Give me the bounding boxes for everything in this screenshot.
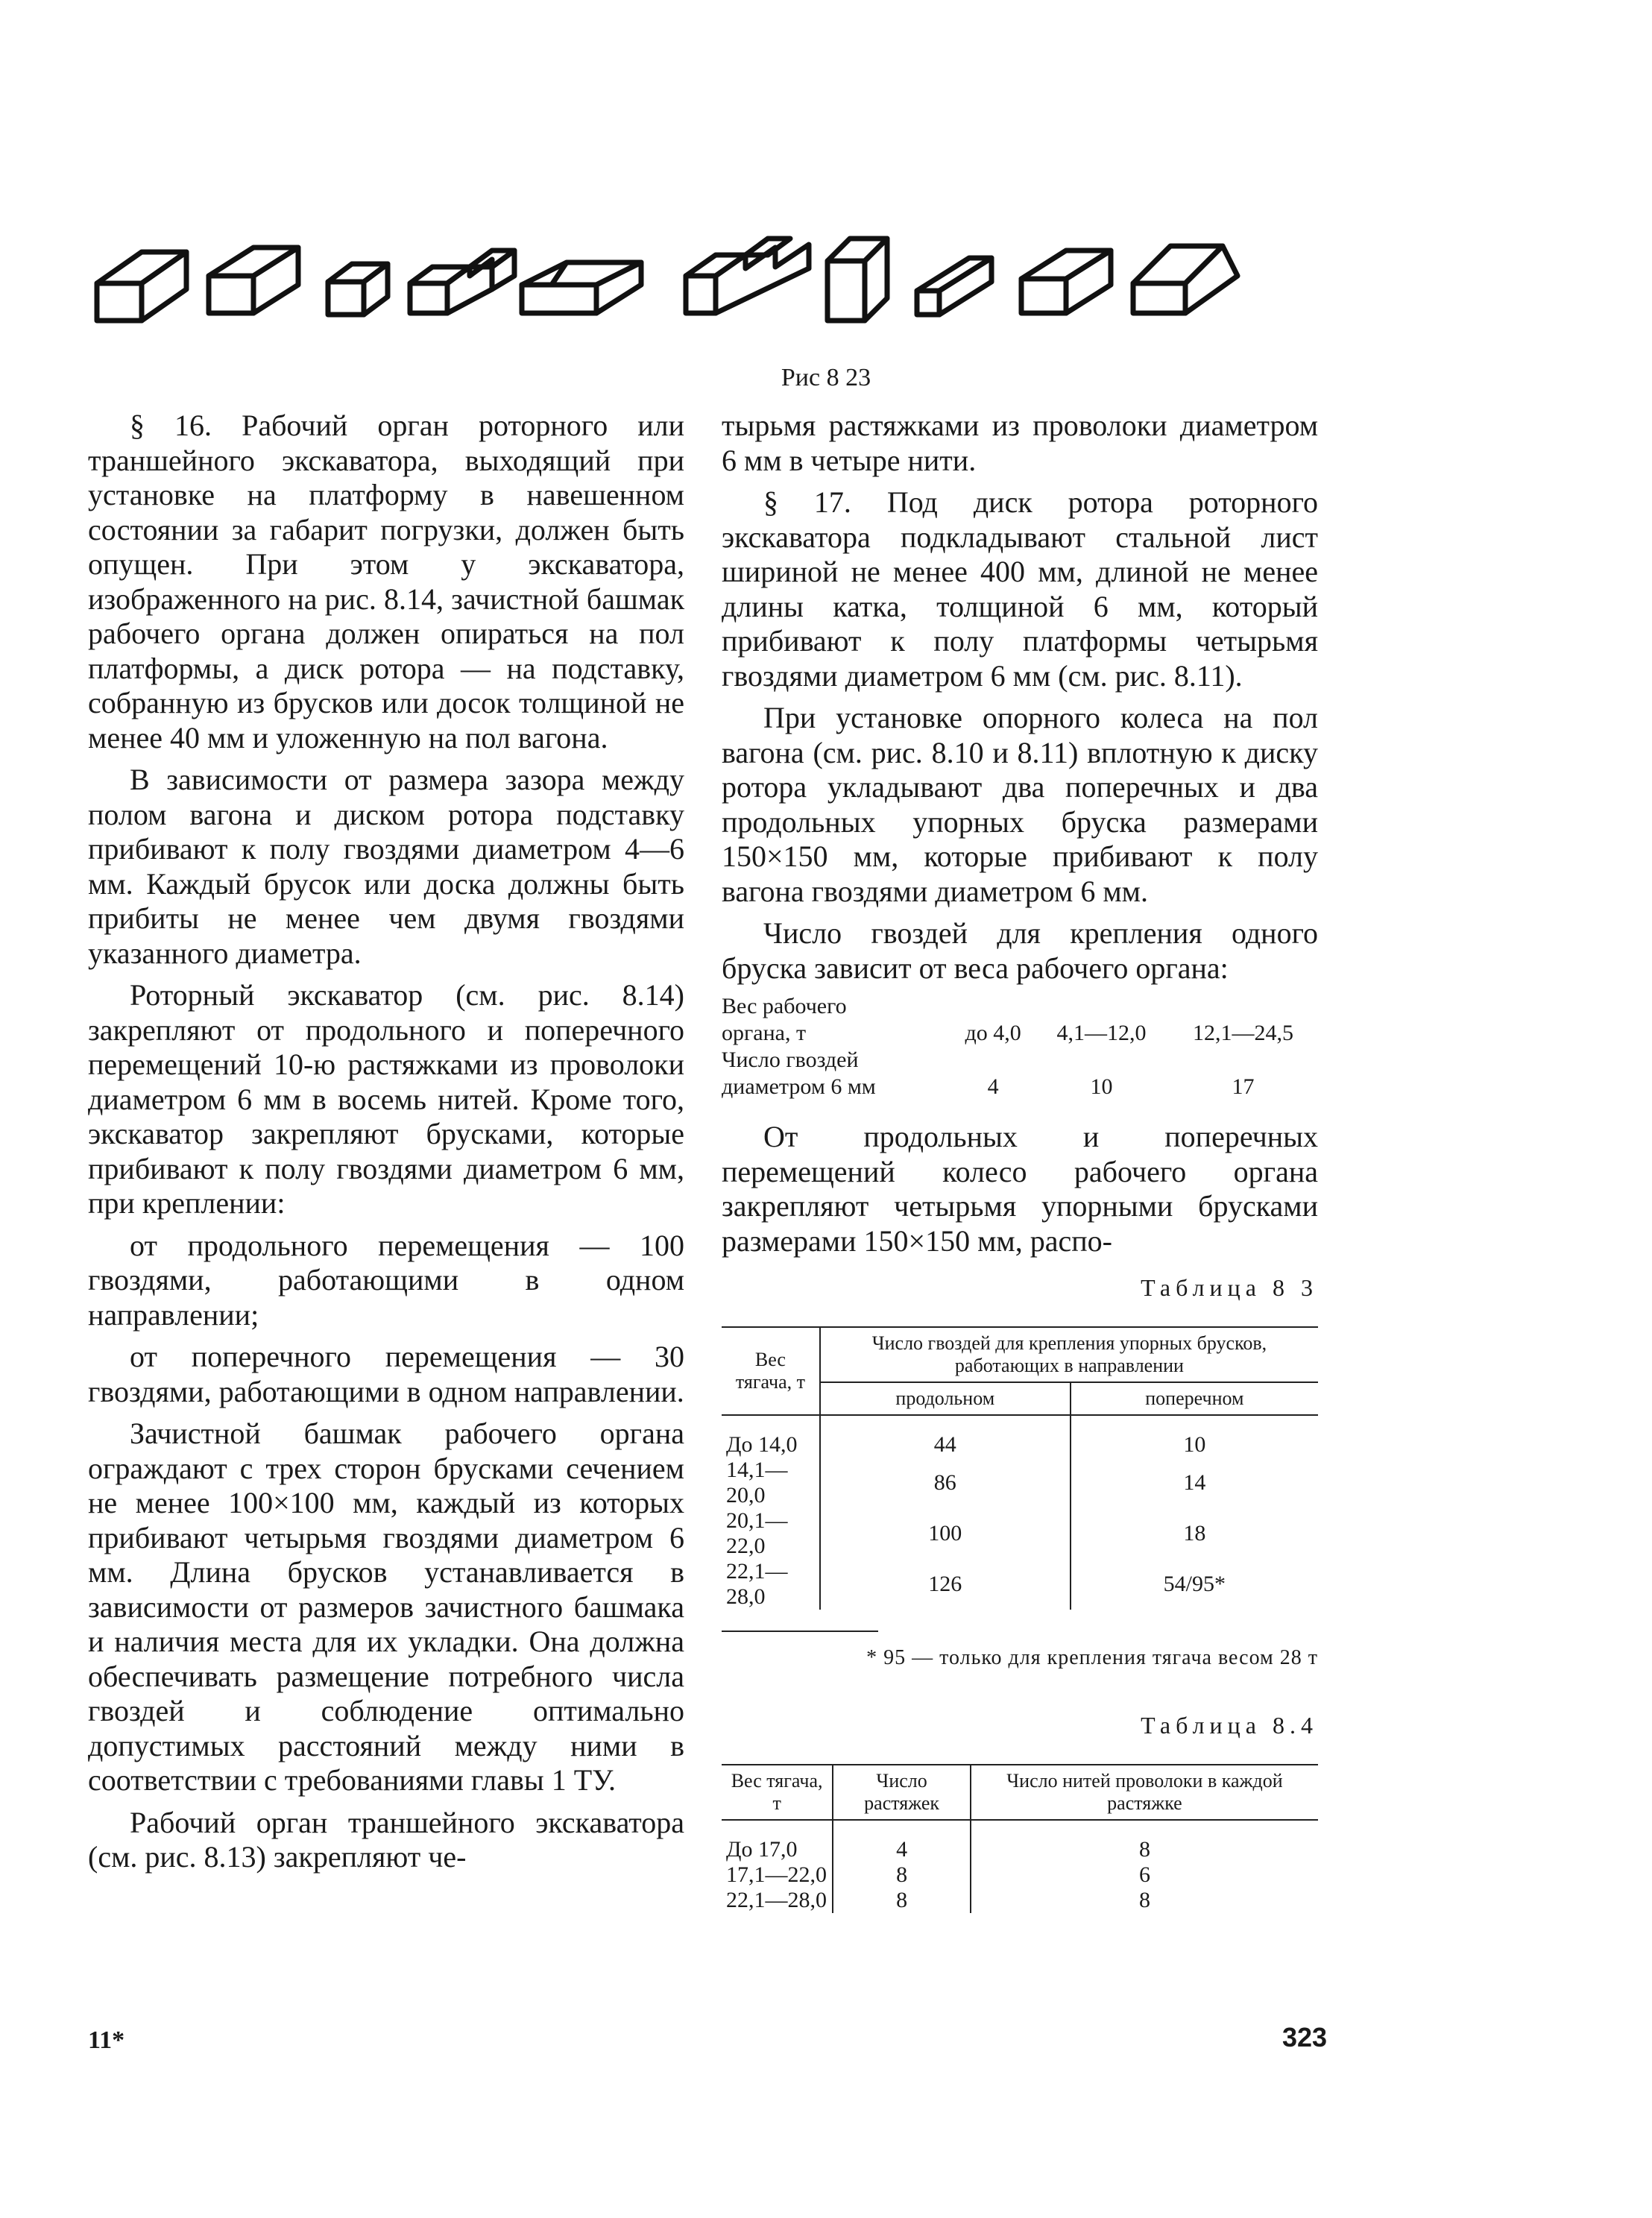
right-column bbox=[722, 409, 1318, 1913]
block-brick-1 bbox=[97, 252, 186, 321]
figure-blocks bbox=[75, 201, 1357, 373]
paragraph: Зачистной башмак рабочего органа ограждают с трех сторон брусками сечением не менее 100×100 мм, каждый из которых прибивают четырьмя гвоздями диаметром 6 мм. Длина брусков устанавливается в зависимости от размеров зачистного башмака и наличия места для их укладки. Она должна обеспечивать размещение потребного числа гвоздей и соблюдение оптимально допустимых расстояний между ними в соответствии с требованиями главы 1 ТУ. bbox=[88, 1417, 684, 1797]
figure-caption: Рис 8 23 bbox=[781, 364, 871, 391]
paragraph: В зависимости от размера зазора между полом вагона и диском ротора подставку прибивают к полу гвоздями диаметром 4—6 мм. Каждый брусок или доска должны быть прибиты не менее чем двумя гвоздями указанного диаметра. bbox=[88, 763, 684, 970]
table-header: поперечном bbox=[1071, 1382, 1318, 1415]
table-row: До 14,0 44 10 bbox=[722, 1415, 1318, 1458]
table-row: 22,1—28,0 126 54/95* bbox=[722, 1559, 1318, 1610]
inline-table-cell: 10 bbox=[1090, 1074, 1113, 1099]
table-8-3-caption: Таблица 8 3 bbox=[1141, 1274, 1318, 1301]
table-header: продольном bbox=[820, 1382, 1071, 1415]
paragraph: § 17. Под диск ротора роторного экскаватора подкладывают стальной лист шириной не менее 400 мм, длиной не менее длины катка, толщиной 6 мм, который прибивают к полу платформы четырьмя гвоздями диаметром 6 мм (см. рис. 8.11). bbox=[722, 485, 1318, 693]
paragraph: от продольного перемещения — 100 гвоздями, работающими в одном направлении; bbox=[88, 1228, 684, 1332]
block-brick-2 bbox=[209, 248, 298, 313]
table-row: 14,1—20,0 86 14 bbox=[722, 1458, 1318, 1508]
inline-table-cell: 4 bbox=[987, 1074, 999, 1099]
paragraph: тырьмя растяжками из проволоки диаметром 6 мм в четыре нити. bbox=[722, 409, 1318, 477]
table-row: До 17,0 4 8 bbox=[722, 1820, 1318, 1862]
table-header: Число нитей проволоки в каждой растяжке bbox=[971, 1765, 1318, 1820]
block-notched bbox=[686, 239, 809, 313]
table-8-4-caption: Таблица 8.4 bbox=[1141, 1712, 1318, 1739]
paragraph: Рабочий орган траншейного экскаватора (см. рис. 8.13) закрепляют че- bbox=[88, 1805, 684, 1874]
block-wedge-1 bbox=[522, 262, 641, 313]
inline-table-cell: 4,1—12,0 bbox=[1056, 1021, 1147, 1045]
table-header: Вес тягача, т bbox=[722, 1327, 820, 1415]
table-row: 20,1—22,0 100 18 bbox=[722, 1508, 1318, 1559]
table-group-header: Число гвоздей для крепления упорных брусков, работающих в направлении bbox=[820, 1327, 1318, 1382]
paragraph: § 16. Рабочий орган роторного или траншейного экскаватора, выходящий при установке на платформу в навешенном состоянии за габарит погрузки, должен быть опущен. При этом у экскаватора, изображенного на рис. 8.14, зачистной башмак рабочего органа должен опираться на пол платформы, а диск ротора — на подставку, собранную из брусков или досок толщиной не менее 40 мм и уложенную на пол вагона. bbox=[88, 409, 684, 754]
paragraph: При установке опорного колеса на пол вагона (см. рис. 8.10 и 8.11) вплотную к диску ротора укладывают два поперечных и два продольных упорных бруска размерами 150×150 мм, которые прибивают к полу вагона гвоздями диаметром 6 мм. bbox=[722, 701, 1318, 908]
inline-table-cell: 12,1—24,5 bbox=[1192, 1021, 1293, 1045]
block-brick-3 bbox=[328, 264, 388, 315]
paragraph: Число гвоздей для крепления одного бруска зависит от веса рабочего органа: bbox=[722, 916, 1318, 985]
block-tall bbox=[827, 239, 887, 321]
block-stepped bbox=[410, 251, 514, 313]
inline-table-cell: 17 bbox=[1232, 1074, 1255, 1099]
footnote-rule bbox=[722, 1631, 878, 1632]
page-number: 323 bbox=[1282, 2022, 1328, 2052]
table-8-3 bbox=[722, 1326, 1318, 1610]
block-brick-4 bbox=[1021, 251, 1111, 313]
block-wedge-2 bbox=[1133, 246, 1238, 313]
inline-table-cell: до 4,0 bbox=[965, 1021, 1021, 1045]
inline-table-label: Число гвоздей диаметром 6 мм bbox=[722, 1047, 876, 1099]
block-slender-bar bbox=[917, 258, 991, 315]
table-header: Число растяжек bbox=[833, 1765, 971, 1820]
left-column bbox=[88, 409, 684, 1875]
paragraph: Роторный экскаватор (см. рис. 8.14) закрепляют от продольного и поперечного перемещений 10-ю растяжками из проволоки диаметром 6 мм в восемь нитей. Кроме того, экскаватор закрепляют брусками, которые прибивают к полу гвоздями диаметром 6 мм, при креплении: bbox=[88, 978, 684, 1220]
signature-mark: 11* bbox=[88, 2026, 125, 2054]
table-header: Вес тягача, т bbox=[722, 1765, 833, 1820]
table-8-4 bbox=[722, 1764, 1318, 1913]
paragraph: От продольных и поперечных перемещений колесо рабочего органа закрепляют четырьмя упорными брусками размерами 150×150 мм, распо- bbox=[722, 1120, 1318, 1258]
inline-table-label: Вес рабочего органа, т bbox=[722, 994, 847, 1045]
paragraph: от поперечного перемещения — 30 гвоздями, работающими в одном направлении. bbox=[88, 1340, 684, 1408]
table-row: 22,1—28,0 8 8 bbox=[722, 1888, 1318, 1913]
table-row: 17,1—22,0 8 6 bbox=[722, 1862, 1318, 1888]
table-8-3-footnote: * 95 — только для крепления тягача весом 28 т bbox=[866, 1645, 1318, 1669]
nail-count-table bbox=[722, 993, 1318, 1100]
